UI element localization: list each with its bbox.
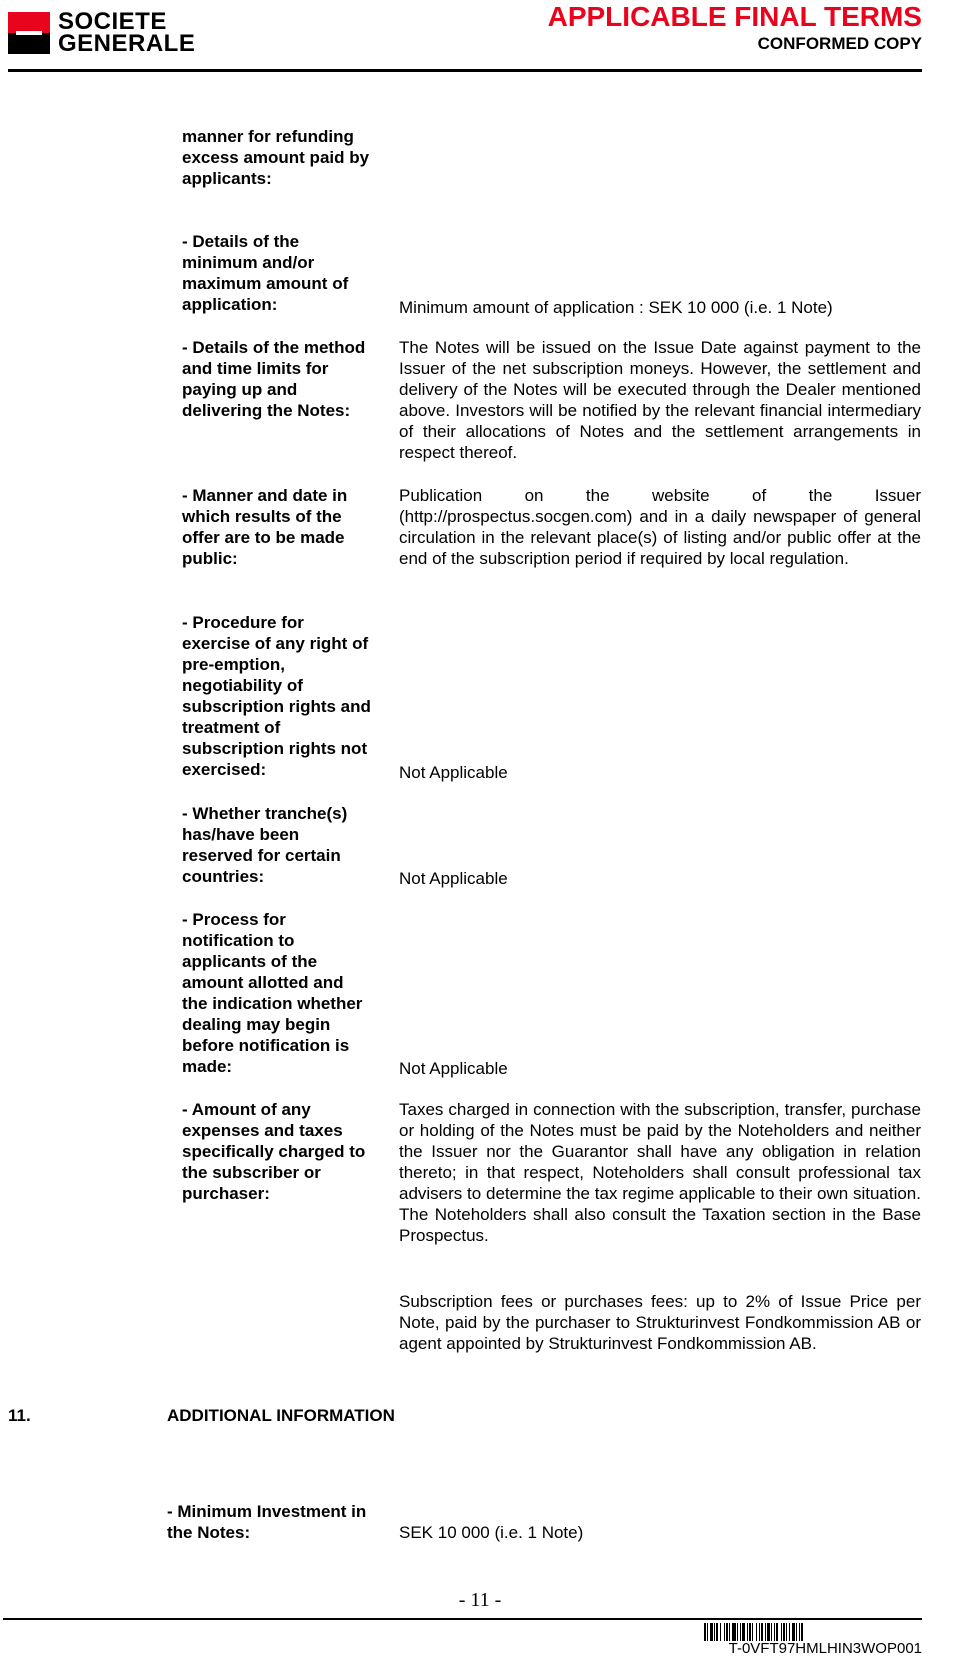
row-value-results-publication: Publication on the website of the Issuer (http://prospectus.socgen.com) and in a daily newspaper of general circulation in the relevant place(s) of listing and/or public offer at the end of the subscription period if required by local regulation. [399, 486, 921, 568]
footer-divider [3, 1618, 922, 1620]
row-value-tranches: Not Applicable [399, 869, 508, 888]
row-label-refund: manner for refunding excess amount paid by applicants: [182, 127, 370, 188]
row-label-results-publication: - Manner and date in which results of the offer are to be made public: [182, 486, 348, 568]
row-value-pre-emption: Not Applicable [399, 763, 508, 782]
logo-line1: SOCIETE [58, 8, 167, 35]
page-number: - 11 - [458, 1589, 502, 1611]
row-value-min-max-amount: Minimum amount of application : SEK 10 000 (i.e. 1 Note) [399, 298, 833, 317]
row-label-pre-emption: - Procedure for exercise of any right of pre-emption, negotiability of subscription rights and treatment of subscription rights not exercised: [182, 613, 371, 779]
logo-wordmark [58, 8, 196, 57]
logo-line2: GENERALE [58, 30, 196, 57]
header-divider [8, 69, 922, 72]
row-label-notification: - Process for notification to applicants of the amount allotted and the indication whether dealing may begin before notification is made: [182, 910, 363, 1076]
section-number: 11. [8, 1406, 31, 1425]
document-header [548, 2, 922, 54]
barcode-bar [803, 1623, 804, 1641]
logo-mark-icon [8, 12, 50, 54]
societe-generale-logo [8, 8, 196, 57]
document-id: T-0VFT97HMLHIN3WOP001 [728, 1640, 922, 1657]
barcode-icon [704, 1623, 919, 1641]
row-label-minimum-investment: - Minimum Investment in the Notes: [167, 1502, 367, 1542]
document-title: APPLICABLE FINAL TERMS [547, 1, 922, 32]
section-title: ADDITIONAL INFORMATION [167, 1406, 395, 1425]
document-subtitle: CONFORMED COPY [757, 34, 922, 53]
row-value-notification: Not Applicable [399, 1059, 508, 1078]
row-label-expenses-taxes: - Amount of any expenses and taxes specifically charged to the subscriber or purchaser: [182, 1100, 366, 1203]
row-label-tranches: - Whether tranche(s) has/have been reserved for certain countries: [182, 804, 348, 886]
row-value-payment-delivery: The Notes will be issued on the Issue Date against payment to the Issuer of the net subscription moneys. However, the settlement and delivery of the Notes will be executed through the Dealer mentioned above. Investors will be notified by the relevant financial intermediary of their allocations of Notes and the settlement arrangements in respect thereof. [399, 338, 921, 462]
row-value-subscription-fees: Subscription fees or purchases fees: up to 2% of Issue Price per Note, paid by the purchaser to Strukturinvest Fondkommission AB or agent appointed by Strukturinvest Fondkommission AB. [399, 1292, 921, 1353]
row-value-expenses-taxes: Taxes charged in connection with the subscription, transfer, purchase or holding of the Notes must be paid by the Noteholders and neither the Issuer nor the Guarantor shall have any obligation in relation thereto; in that respect, Noteholders shall consult professional tax advisers to determine the tax regime applicable to their own situation. The Noteholders shall also consult the Taxation section in the Base Prospectus. [399, 1100, 921, 1245]
row-label-payment-delivery: - Details of the method and time limits for paying up and delivering the Notes: [182, 338, 366, 420]
row-label-min-max-amount: - Details of the minimum and/or maximum amount of application: [182, 232, 349, 314]
row-value-minimum-investment: SEK 10 000 (i.e. 1 Note) [399, 1523, 584, 1542]
